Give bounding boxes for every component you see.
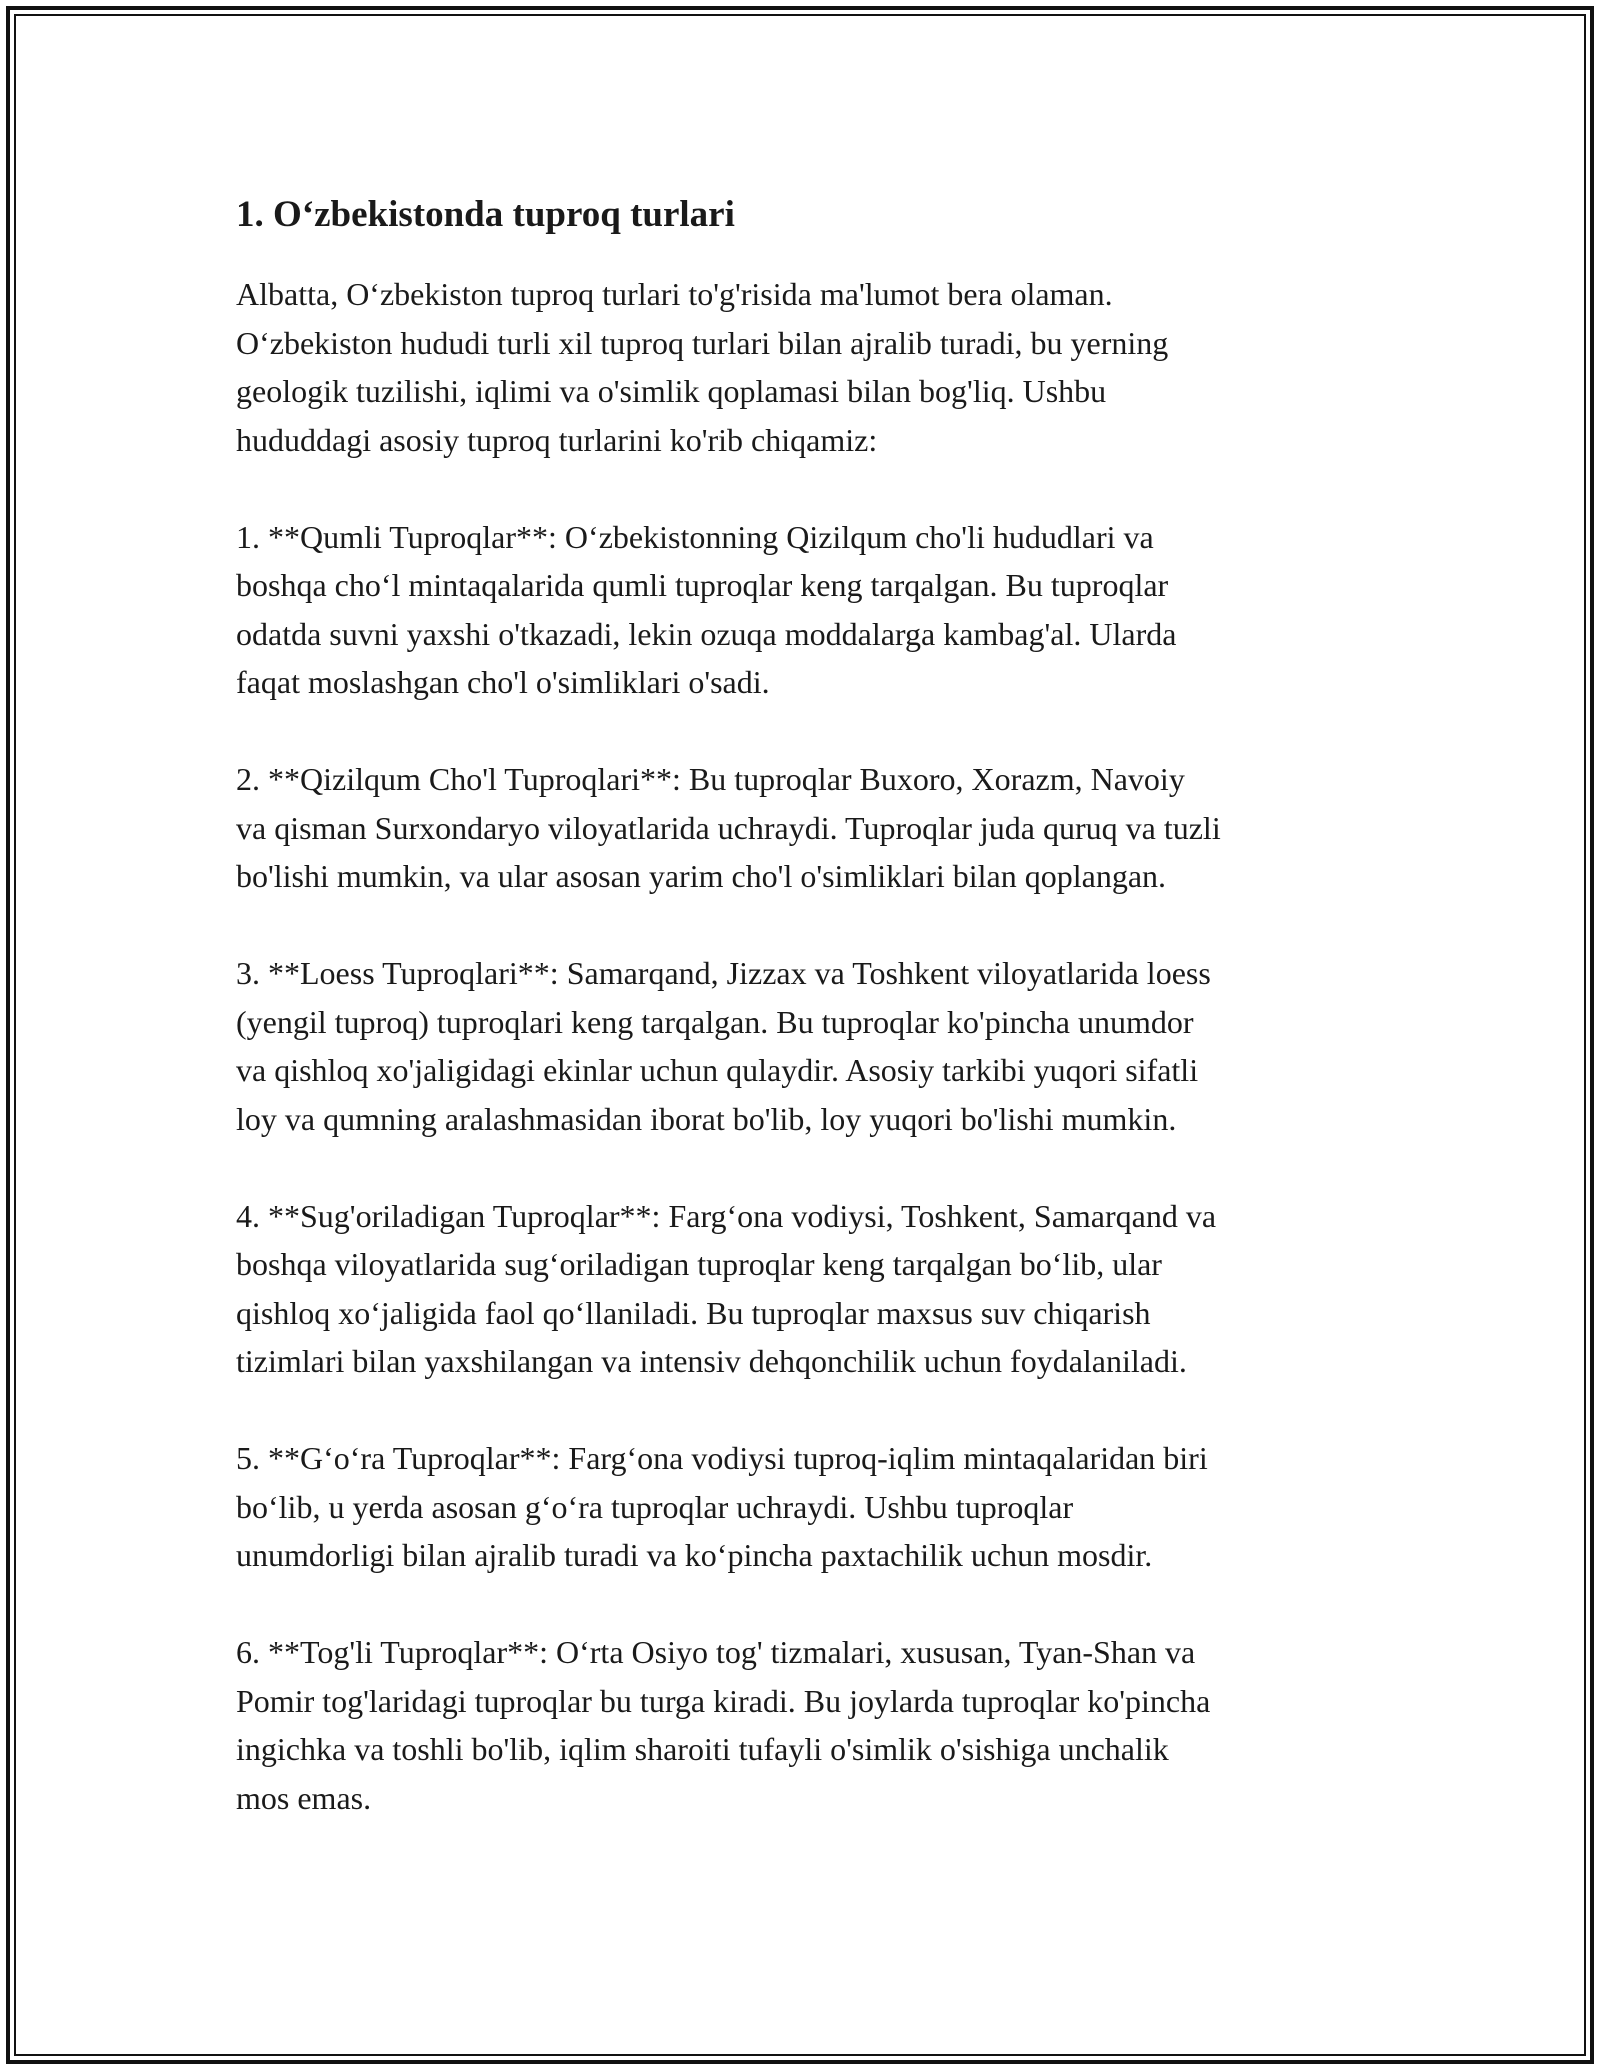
intro-paragraph [236, 270, 1376, 464]
text-line: (yengil tuproq) tuproqlari keng tarqalgan. Bu tuproqlar ko'pincha unumdor [236, 1003, 1194, 1040]
text-line: Albatta, O‘zbekiston tuproq turlari to'g'risida ma'lumot bera olaman. [236, 276, 1113, 312]
section-sugoriladigan-tuproqlar [236, 1192, 1376, 1386]
document-title: 1. O‘zbekistonda tuproq turlari [236, 194, 735, 235]
section-loess-tuproqlari [236, 949, 1376, 1143]
section-qizilqum-chol-tuproqlari [236, 755, 1376, 901]
text-line: 3. **Loess Tuproqlari**: Samarqand, Jizzax va Toshkent viloyatlarida loess [236, 955, 1211, 991]
text-line: 5. **G‘o‘ra Tuproqlar**: Farg‘ona vodiysi tuproq-iqlim mintaqalaridan biri [236, 1440, 1208, 1476]
text-line: 6. **Tog'li Tuproqlar**: O‘rta Osiyo tog' tizmalari, xususan, Tyan-Shan va [236, 1634, 1196, 1670]
text-line: boshqa viloyatlarida sug‘oriladigan tuproqlar keng tarqalgan bo‘lib, ular [236, 1246, 1162, 1282]
section-gora-tuproqlar [236, 1434, 1376, 1580]
text-line: 1. **Qumli Tuproqlar**: O‘zbekistonning Qizilqum cho'li hududlari va [236, 518, 1154, 555]
text-line: Pomir tog'laridagi tuproqlar bu turga kiradi. Bu joylarda tuproqlar ko'pincha [236, 1682, 1211, 1719]
section-qumli-tuproqlar [236, 513, 1376, 707]
text-line: ingichka va toshli bo'lib, iqlim sharoiti tufayli o'simlik o'sishiga unchalik [236, 1731, 1169, 1767]
text-line: odatda suvni yaxshi o'tkazadi, lekin ozuqa moddalarga kambag'al. Ularda [236, 615, 1177, 652]
section-togli-tuproqlar [236, 1628, 1376, 1822]
text-line: va qisman Surxondaryo viloyatlarida uchraydi. Tuproqlar juda quruq va tuzli [236, 809, 1221, 846]
text-line: loy va qumning aralashmasidan iborat bo'lib, loy yuqori bo'lishi mumkin. [236, 1100, 1177, 1137]
text-line: faqat moslashgan cho'l o'simliklari o'sadi. [236, 664, 770, 700]
text-line: 2. **Qizilqum Cho'l Tuproqlari**: Bu tuproqlar Buxoro, Xorazm, Navoiy [236, 761, 1185, 797]
text-line: O‘zbekiston hududi turli xil tuproq turlari bilan ajralib turadi, bu yerning [236, 324, 1169, 361]
document-body [236, 188, 1376, 1871]
text-line: boshqa cho‘l mintaqalarida qumli tuproqlar keng tarqalgan. Bu tuproqlar [236, 567, 1169, 603]
text-line: bo‘lib, u yerda asosan g‘o‘ra tuproqlar uchraydi. Ushbu tuproqlar [236, 1488, 1074, 1525]
text-line: va qishloq xo'jaligidagi ekinlar uchun qulaydir. Asosiy tarkibi yuqori sifatli [236, 1052, 1199, 1088]
text-line: unumdorligi bilan ajralib turadi va ko‘pincha paxtachilik uchun mosdir. [236, 1537, 1153, 1573]
text-line: bo'lishi mumkin, va ular asosan yarim cho'l o'simliklari bilan qoplangan. [236, 858, 1167, 894]
text-line: tizimlari bilan yaxshilangan va intensiv dehqonchilik uchun foydalaniladi. [236, 1343, 1187, 1379]
text-line: qishloq xo‘jaligida faol qo‘llaniladi. Bu tuproqlar maxsus suv chiqarish [236, 1294, 1151, 1331]
text-line: mos emas. [236, 1779, 372, 1816]
text-line: 4. **Sug'oriladigan Tuproqlar**: Farg‘ona vodiysi, Toshkent, Samarqand va [236, 1197, 1217, 1234]
text-line: geologik tuzilishi, iqlimi va o'simlik qoplamasi bilan bog'liq. Ushbu [236, 373, 1107, 409]
text-line: hududdagi asosiy tuproq turlarini ko'rib chiqamiz: [236, 421, 878, 458]
